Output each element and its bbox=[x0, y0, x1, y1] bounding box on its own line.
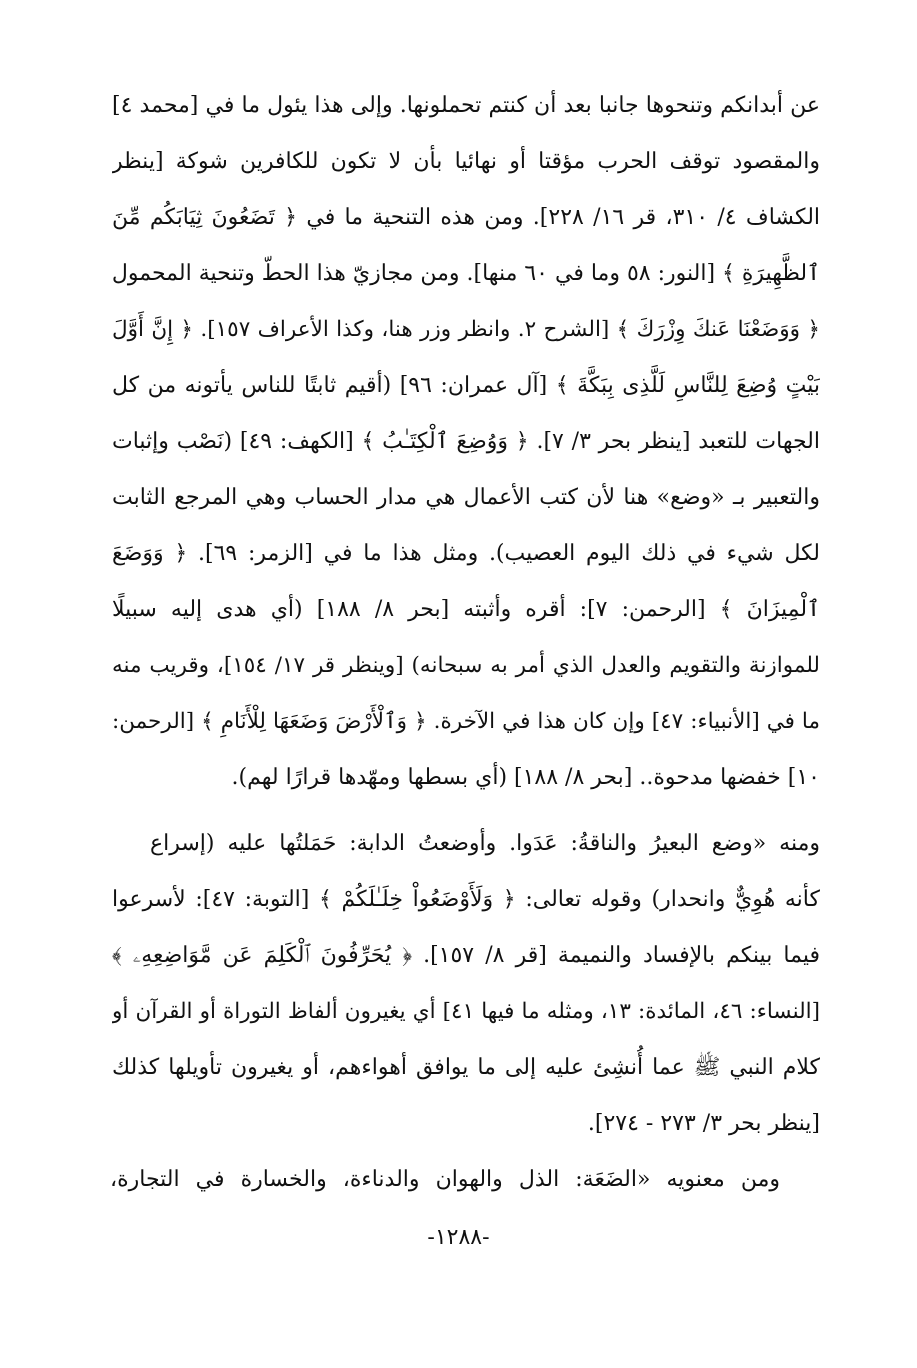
text-line: ما في [الأنبياء: ٤٧] وإن كان هذا في الآخرة. ﴿ وَٱلْأَرْضَ وَضَعَهَا لِلْأَنَامِ ﴾ [الرحمن: bbox=[112, 709, 820, 734]
text-line: كأنه هُوِيٌّ وانحدار) وقوله تعالى: ﴿ وَلَأَوْضَعُواْ خِلَـٰلَكُمْ ﴾ [التوبة: ٤٧]: لأسرعوا bbox=[112, 887, 820, 912]
text-line: والتعبير بـ «وضع» هنا لأن كتب الأعمال هي مدار الحساب وهي المرجع الثابت bbox=[112, 485, 820, 510]
text-line: فيما بينكم بالإفساد والنميمة [قر ٨/ ١٥٧]. ﴿ يُحَرِّفُونَ ٱلْكَلِمَ عَن مَّوَاضِعِهِۦ ﴾ bbox=[112, 943, 820, 968]
text-line: والمقصود توقف الحرب مؤقتا أو نهائيا بأن لا تكون للكافرين شوكة [ينظر bbox=[112, 149, 820, 174]
text-line: الكشاف ٤/ ٣١٠، قر ١٦/ ٢٢٨]. ومن هذه التنحية ما في ﴿ تَضَعُونَ ثِيَابَكُم مِّنَ bbox=[112, 205, 820, 230]
text-line: لكل شيء في ذلك اليوم العصيب). ومثل هذا ما في [الزمر: ٦٩]. ﴿ وَوَضَعَ bbox=[112, 541, 820, 566]
text-line: ٱلظَّهِيرَةِ ﴾ [النور: ٥٨ وما في ٦٠ منها]. ومن مجازيّ هذا الحطّ وتنحية المحمول bbox=[112, 261, 820, 286]
text-line: عن أبدانكم وتنحوها جانبا بعد أن كنتم تحملونها. وإلى هذا يئول ما في [محمد ٤] bbox=[112, 93, 820, 118]
text-line: ومن معنويه «الضَعَة: الذل والهوان والدناءة، والخسارة في التجارة، bbox=[110, 1167, 780, 1192]
text-line: ٱلْمِيزَانَ ﴾ [الرحمن: ٧]: أقره وأثبته [بحر ٨/ ١٨٨] (أي هدى إليه سبيلًا bbox=[112, 597, 820, 622]
text-line: الجهات للتعبد [ينظر بحر ٣/ ٧]. ﴿ وَوُضِعَ ٱلْكِتَـٰبُ ﴾ [الكهف: ٤٩] (نَصْب وإثبات bbox=[112, 429, 820, 454]
page-number: -١٢٨٨- bbox=[427, 1225, 490, 1250]
text-line: ومنه «وضع البعيرُ والناقةُ: عَدَوا. وأوضعتُ الدابة: حَمَلتُها عليه (إسراع bbox=[150, 831, 820, 856]
text-line: بَيْتٍ وُضِعَ لِلنَّاسِ لَلَّذِى بِبَكَّةَ ﴾ [آل عمران: ٩٦] (أقيم ثابتًا للناس يأتونه من كل bbox=[112, 373, 820, 398]
text-line: كلام النبي ﷺ عما أُنشِئ عليه إلى ما يوافق أهواءهم، أو يغيرون تأويلها كذلك bbox=[112, 1055, 820, 1080]
text-line: [ينظر بحر ٣/ ٢٧٣ - ٢٧٤]. bbox=[587, 1111, 820, 1136]
paragraph-2 bbox=[112, 816, 820, 1152]
text-line: للموازنة والتقويم والعدل الذي أمر به سبحانه) [وينظر قر ١٧/ ١٥٤]، وقريب منه bbox=[112, 653, 820, 678]
text-line: ١٠] خفضها مدحوة.. [بحر ٨/ ١٨٨] (أي بسطها ومهّدها قرارًا لهم). bbox=[231, 765, 820, 790]
paragraph-1 bbox=[112, 78, 820, 806]
paragraph-3 bbox=[112, 1152, 820, 1208]
text-line: [النساء: ٤٦، المائدة: ١٣، ومثله ما فيها ٤١] أي يغيرون ألفاظ التوراة أو القرآن أو bbox=[112, 999, 820, 1024]
text-line: ﴿ وَوَضَعْنَا عَنكَ وِزْرَكَ ﴾ [الشرح ٢. وانظر وزر هنا، وكذا الأعراف ١٥٧]. ﴿ إِنَّ أَوَّلَ bbox=[112, 317, 820, 342]
